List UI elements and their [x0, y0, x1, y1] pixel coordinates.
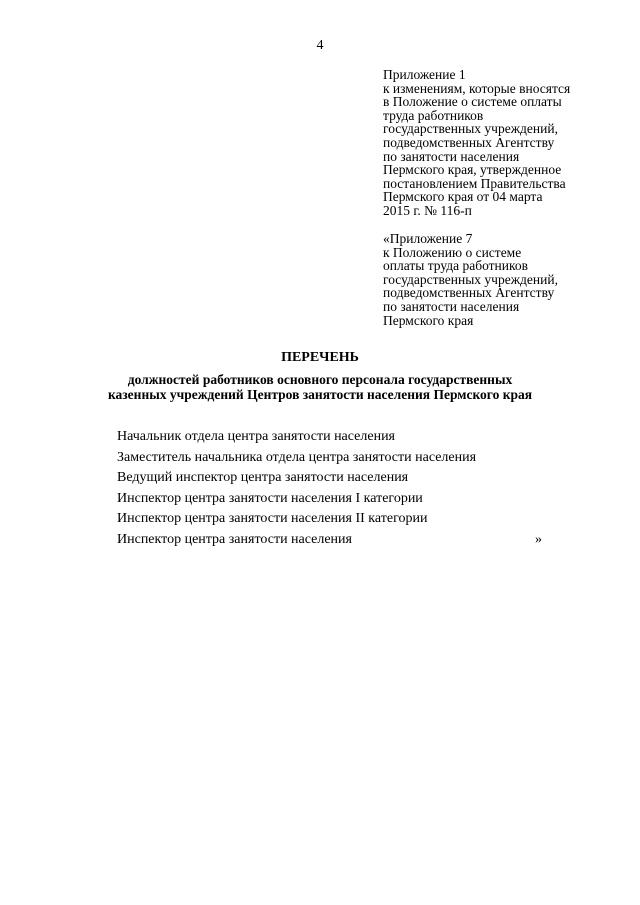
position-item: Инспектор центра занятости населения II категории — [117, 511, 428, 527]
appendix-1-line: постановлением Правительства — [383, 175, 566, 191]
appendix-7-line: государственных учреждений, — [383, 271, 558, 287]
appendix-1-line: Приложение 1 — [383, 67, 466, 82]
appendix-1-line: государственных учреждений, — [383, 121, 558, 137]
subtitle-line: должностей работников основного персонала государственных — [127, 372, 513, 387]
position-item-last — [117, 530, 547, 551]
positions-list — [117, 427, 547, 551]
appendix-7-header — [383, 232, 623, 327]
position-item-label: Инспектор центра занятости населения — [117, 531, 352, 547]
position-item: Инспектор центра занятости населения I категории — [117, 490, 423, 506]
closing-quote: » — [535, 531, 542, 547]
appendix-1-line: 2015 г. № 116-п — [383, 202, 472, 218]
appendix-7-line: «Приложение 7 — [383, 231, 473, 246]
subtitle-line: казенных учреждений Центров занятости населения Пермского края — [107, 387, 533, 402]
appendix-1-line: труда работников — [383, 107, 484, 123]
appendix-7-line: к Положению о системе — [383, 244, 522, 260]
appendix-1-line: подведомственных Агентству — [383, 134, 555, 150]
appendix-7-line: оплаты труда работников — [383, 258, 528, 274]
appendix-1-line: по занятости населения — [383, 148, 520, 164]
appendix-7-line: Пермского края — [383, 312, 474, 328]
appendix-7-line: подведомственных Агентству — [383, 285, 555, 301]
position-item: Заместитель начальника отдела центра занятости населения — [117, 449, 477, 465]
page-number: 4 — [316, 38, 324, 53]
appendix-1-line: в Положение о системе оплаты — [383, 94, 562, 110]
appendix-1-header — [383, 68, 623, 218]
document-subtitle — [0, 372, 640, 402]
position-item: Ведущий инспектор центра занятости населения — [117, 470, 409, 486]
document-title: ПЕРЕЧЕНЬ — [281, 350, 359, 365]
appendix-1-line: Пермского края, утвержденное — [383, 162, 562, 178]
appendix-7-line: по занятости населения — [383, 298, 520, 314]
appendix-1-line: к изменениям, которые вносятся — [383, 80, 571, 96]
appendix-1-line: Пермского края от 04 марта — [383, 189, 543, 205]
position-item: Начальник отдела центра занятости населения — [117, 429, 395, 444]
